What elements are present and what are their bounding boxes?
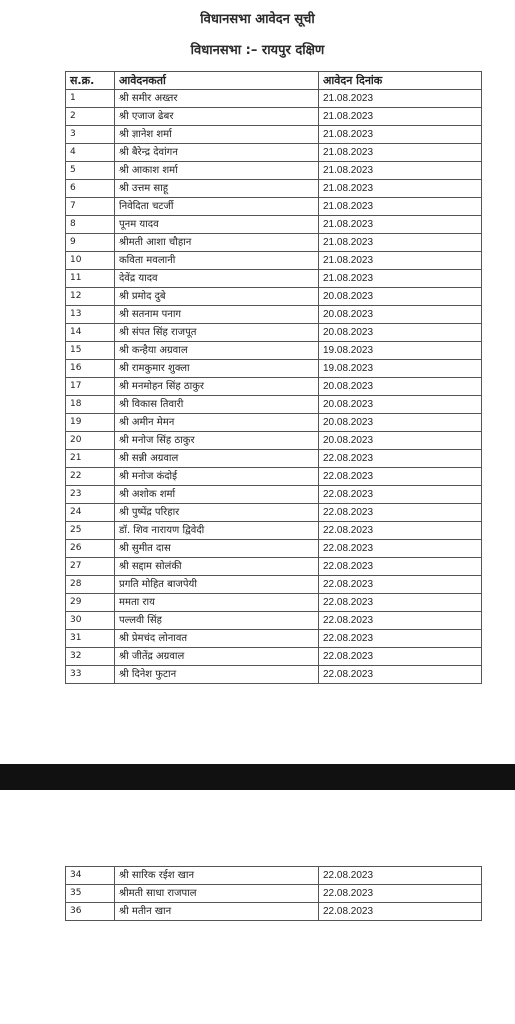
row-serial-number: 26 — [66, 540, 115, 558]
row-applicant-name: देवेंद्र यादव — [115, 270, 319, 288]
row-serial-number: 8 — [66, 216, 115, 234]
row-application-date: 21.08.2023 — [319, 216, 482, 234]
row-applicant-name: श्री कन्हैया अग्रवाल — [115, 342, 319, 360]
row-applicant-name: श्री दिनेश फुटान — [115, 666, 319, 684]
row-application-date: 22.08.2023 — [319, 522, 482, 540]
row-serial-number: 12 — [66, 288, 115, 306]
table-row — [66, 396, 482, 414]
table-row — [66, 522, 482, 540]
table-row — [66, 504, 482, 522]
row-serial-number: 14 — [66, 324, 115, 342]
row-applicant-name: श्री आकाश शर्मा — [115, 162, 319, 180]
table-row — [66, 234, 482, 252]
row-serial-number: 34 — [66, 867, 115, 885]
row-application-date: 21.08.2023 — [319, 126, 482, 144]
row-serial-number: 25 — [66, 522, 115, 540]
table-row — [66, 270, 482, 288]
row-application-date: 19.08.2023 — [319, 342, 482, 360]
row-applicant-name: डॉ. शिव नारायण द्विवेदी — [115, 522, 319, 540]
row-application-date: 21.08.2023 — [319, 162, 482, 180]
table-row — [66, 216, 482, 234]
row-serial-number: 18 — [66, 396, 115, 414]
row-applicant-name: ममता राय — [115, 594, 319, 612]
table-row — [66, 90, 482, 108]
row-serial-number: 2 — [66, 108, 115, 126]
row-serial-number: 4 — [66, 144, 115, 162]
row-applicant-name: श्री मनमोहन सिंह ठाकुर — [115, 378, 319, 396]
row-application-date: 22.08.2023 — [319, 885, 482, 903]
row-application-date: 22.08.2023 — [319, 450, 482, 468]
row-applicant-name: श्री प्रेमचंद लोनावत — [115, 630, 319, 648]
page-divider — [0, 764, 515, 790]
row-applicant-name: प्रगति मोहित बाजपेयी — [115, 576, 319, 594]
table-row — [66, 486, 482, 504]
table-row — [66, 558, 482, 576]
row-serial-number: 6 — [66, 180, 115, 198]
row-application-date: 20.08.2023 — [319, 324, 482, 342]
row-serial-number: 15 — [66, 342, 115, 360]
row-applicant-name: श्रीमती साधा राजपाल — [115, 885, 319, 903]
table-row — [66, 576, 482, 594]
table-row — [66, 324, 482, 342]
table-row — [66, 126, 482, 144]
row-application-date: 21.08.2023 — [319, 270, 482, 288]
row-serial-number: 3 — [66, 126, 115, 144]
row-serial-number: 5 — [66, 162, 115, 180]
row-serial-number: 27 — [66, 558, 115, 576]
row-application-date: 22.08.2023 — [319, 648, 482, 666]
row-application-date: 22.08.2023 — [319, 666, 482, 684]
row-application-date: 22.08.2023 — [319, 486, 482, 504]
row-applicant-name: श्री सन्नी अग्रवाल — [115, 450, 319, 468]
row-applicant-name: श्री रामकुमार शुक्ला — [115, 360, 319, 378]
row-serial-number: 20 — [66, 432, 115, 450]
table-row — [66, 594, 482, 612]
row-application-date: 20.08.2023 — [319, 432, 482, 450]
row-applicant-name: पूनम यादव — [115, 216, 319, 234]
row-applicant-name: श्री प्रमोद दुबे — [115, 288, 319, 306]
row-serial-number: 33 — [66, 666, 115, 684]
table-row — [66, 360, 482, 378]
row-applicant-name: श्री जीतेंद्र अग्रवाल — [115, 648, 319, 666]
table-row — [66, 648, 482, 666]
row-applicant-name: श्री सतनाम पनाग — [115, 306, 319, 324]
row-applicant-name: कविता मवलानी — [115, 252, 319, 270]
row-applicant-name: श्री ज्ञानेश शर्मा — [115, 126, 319, 144]
row-application-date: 19.08.2023 — [319, 360, 482, 378]
table-row — [66, 180, 482, 198]
row-serial-number: 13 — [66, 306, 115, 324]
document-title: विधानसभा आवेदन सूची — [200, 12, 315, 27]
table-row — [66, 432, 482, 450]
row-applicant-name: श्री अमीन मेमन — [115, 414, 319, 432]
row-application-date: 20.08.2023 — [319, 378, 482, 396]
row-serial-number: 29 — [66, 594, 115, 612]
table-row — [66, 414, 482, 432]
table-row — [66, 108, 482, 126]
column-header-sn: स.क्र. — [66, 72, 115, 90]
row-applicant-name: श्री समीर अख्तर — [115, 90, 319, 108]
row-application-date: 21.08.2023 — [319, 180, 482, 198]
row-application-date: 21.08.2023 — [319, 90, 482, 108]
row-application-date: 21.08.2023 — [319, 108, 482, 126]
row-serial-number: 32 — [66, 648, 115, 666]
row-serial-number: 35 — [66, 885, 115, 903]
table-row — [66, 198, 482, 216]
row-applicant-name: श्रीमती आशा चौहान — [115, 234, 319, 252]
row-applicant-name: श्री एजाज ढेबर — [115, 108, 319, 126]
document-subtitle: विधानसभा :– रायपुर दक्षिण — [190, 43, 325, 58]
table-row — [66, 306, 482, 324]
row-serial-number: 36 — [66, 903, 115, 921]
row-application-date: 21.08.2023 — [319, 198, 482, 216]
table-row — [66, 144, 482, 162]
row-application-date: 22.08.2023 — [319, 576, 482, 594]
row-application-date: 21.08.2023 — [319, 252, 482, 270]
row-application-date: 20.08.2023 — [319, 288, 482, 306]
row-serial-number: 9 — [66, 234, 115, 252]
table-row — [66, 612, 482, 630]
row-serial-number: 21 — [66, 450, 115, 468]
row-application-date: 22.08.2023 — [319, 540, 482, 558]
table-row — [66, 252, 482, 270]
table-row — [66, 867, 482, 885]
row-serial-number: 28 — [66, 576, 115, 594]
row-applicant-name: श्री बैरेन्द्र देवांगन — [115, 144, 319, 162]
applicant-table-page1 — [65, 71, 482, 684]
column-header-applicant: आवेदनकर्ता — [115, 72, 319, 90]
row-applicant-name: श्री सुमीत दास — [115, 540, 319, 558]
row-applicant-name: श्री मनोज सिंह ठाकुर — [115, 432, 319, 450]
table-row — [66, 666, 482, 684]
row-applicant-name: श्री मनोज कंदोई — [115, 468, 319, 486]
row-application-date: 20.08.2023 — [319, 414, 482, 432]
row-application-date: 22.08.2023 — [319, 867, 482, 885]
row-serial-number: 31 — [66, 630, 115, 648]
table-row — [66, 378, 482, 396]
row-serial-number: 11 — [66, 270, 115, 288]
applicant-table-page2 — [65, 866, 482, 921]
row-application-date: 20.08.2023 — [319, 306, 482, 324]
row-applicant-name: पल्लवी सिंह — [115, 612, 319, 630]
row-application-date: 22.08.2023 — [319, 594, 482, 612]
row-serial-number: 10 — [66, 252, 115, 270]
row-serial-number: 1 — [66, 90, 115, 108]
row-serial-number: 23 — [66, 486, 115, 504]
row-application-date: 22.08.2023 — [319, 504, 482, 522]
row-application-date: 22.08.2023 — [319, 903, 482, 921]
table-row — [66, 288, 482, 306]
table-row — [66, 630, 482, 648]
row-application-date: 22.08.2023 — [319, 612, 482, 630]
row-serial-number: 7 — [66, 198, 115, 216]
table-row — [66, 450, 482, 468]
row-applicant-name: श्री अशोक शर्मा — [115, 486, 319, 504]
row-application-date: 21.08.2023 — [319, 234, 482, 252]
row-applicant-name: श्री संपत सिंह राजपूत — [115, 324, 319, 342]
row-applicant-name: निवेदिता चटर्जी — [115, 198, 319, 216]
table-row — [66, 468, 482, 486]
table-row — [66, 162, 482, 180]
row-application-date: 21.08.2023 — [319, 144, 482, 162]
row-applicant-name: श्री सद्दाम सोलंकी — [115, 558, 319, 576]
table-row — [66, 540, 482, 558]
table-row — [66, 885, 482, 903]
row-applicant-name: श्री उत्तम साहू — [115, 180, 319, 198]
table-row — [66, 342, 482, 360]
row-applicant-name: श्री पुष्पेंद्र परिहार — [115, 504, 319, 522]
table-row — [66, 903, 482, 921]
row-serial-number: 16 — [66, 360, 115, 378]
row-serial-number: 19 — [66, 414, 115, 432]
row-application-date: 22.08.2023 — [319, 468, 482, 486]
row-applicant-name: श्री मतीन खान — [115, 903, 319, 921]
row-application-date: 22.08.2023 — [319, 630, 482, 648]
row-serial-number: 24 — [66, 504, 115, 522]
row-serial-number: 17 — [66, 378, 115, 396]
row-applicant-name: श्री विकास तिवारी — [115, 396, 319, 414]
row-applicant-name: श्री सारिक रईश खान — [115, 867, 319, 885]
row-application-date: 20.08.2023 — [319, 396, 482, 414]
table-header-row — [66, 72, 482, 90]
row-serial-number: 22 — [66, 468, 115, 486]
column-header-date: आवेदन दिनांक — [319, 72, 482, 90]
row-application-date: 22.08.2023 — [319, 558, 482, 576]
row-serial-number: 30 — [66, 612, 115, 630]
